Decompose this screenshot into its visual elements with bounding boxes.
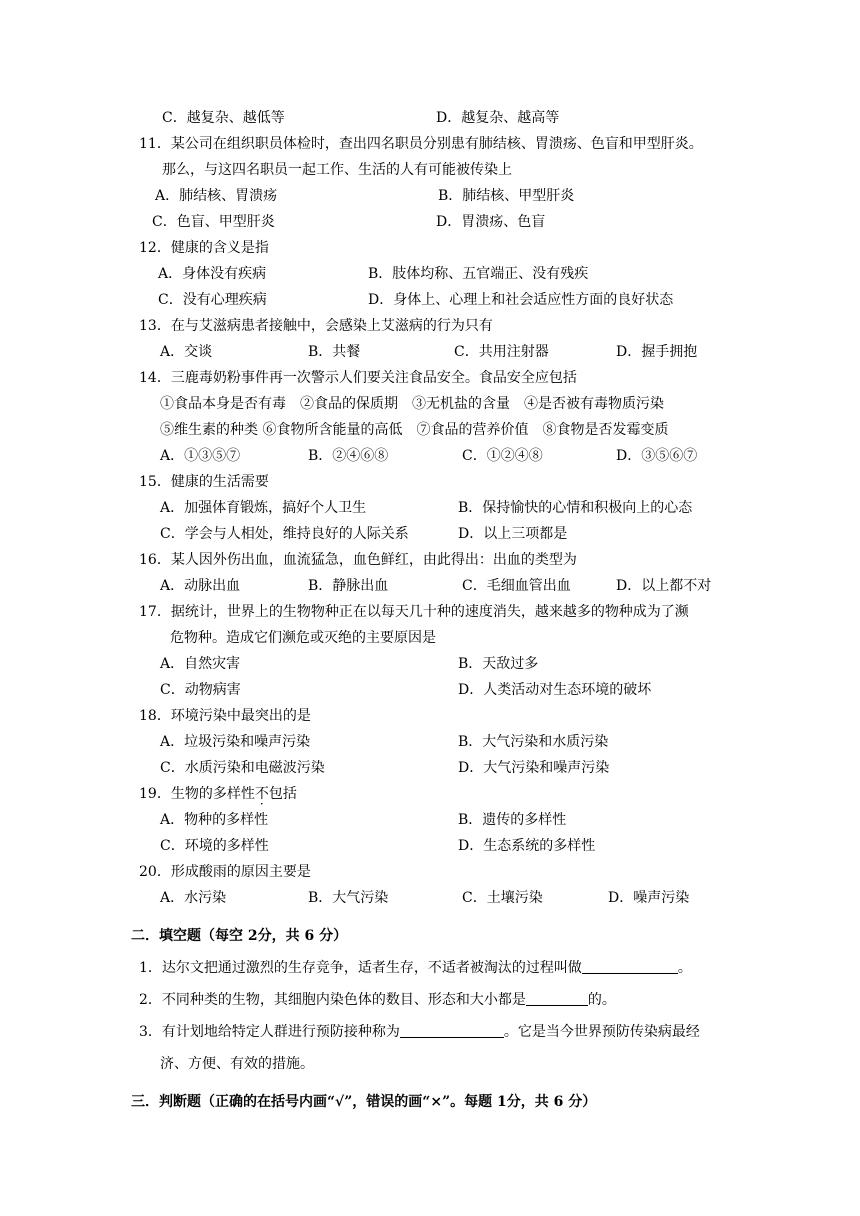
- fill-blank-1-text: 1．达尔文把通过激烈的生存竞争，适者生存，不适者被淘汰的过程叫做: [139, 960, 582, 976]
- q18-option-d: D．大气污染和噪声污染: [458, 760, 610, 776]
- q11-option-c: C．色盲、甲型肝炎: [152, 214, 275, 230]
- q20-option-d: D．噪声污染: [608, 890, 690, 906]
- q16-option-a: A．动脉出血: [160, 578, 241, 594]
- fill-blank-3-text: 3．有计划地给特定人群进行预防接种称为: [139, 1024, 400, 1040]
- q17-option-d: D．人类活动对生态环境的破坏: [458, 682, 652, 698]
- fill-blank-1-end: 。: [677, 960, 692, 976]
- fill-blank-2-text: 2．不同种类的生物，其细胞内染色体的数目、形态和大小都是: [139, 992, 526, 1008]
- q11-option-b: B．肺结核、甲型肝炎: [438, 188, 575, 204]
- q11-stem-cont: 那么，与这四名职员一起工作、生活的人有可能被传染上: [162, 162, 512, 178]
- q17-option-a: A．自然灾害: [160, 656, 241, 672]
- q13-option-b: B．共餐: [308, 344, 361, 360]
- q13-option-c: C．共用注射器: [454, 344, 549, 360]
- q14-option-d: D．③⑤⑥⑦: [616, 448, 698, 464]
- q13-stem: 13．在与艾滋病患者接触中，会感染上艾滋病的行为只有: [139, 318, 493, 334]
- q15-option-d: D．以上三项都是: [458, 526, 568, 542]
- q19-option-d: D．生态系统的多样性: [458, 838, 596, 854]
- fill-blank-3-answer[interactable]: [400, 1023, 504, 1038]
- q15-option-a: A．加强体育锻炼，搞好个人卫生: [160, 500, 367, 516]
- q14-option-c: C．①②④⑧: [462, 448, 543, 464]
- q10-option-c: C．越复杂、越低等: [162, 110, 285, 126]
- q18-stem: 18．环境污染中最突出的是: [139, 708, 311, 724]
- q16-option-b: B．静脉出血: [308, 578, 389, 594]
- q14-option-b: B．②④⑥⑧: [308, 448, 389, 464]
- fill-blank-1: [139, 959, 692, 977]
- q15-option-b: B．保持愉快的心情和积极向上的心态: [458, 500, 693, 516]
- q11-option-a: A．肺结核、胃溃疡: [155, 188, 278, 204]
- q19-stem: [139, 785, 297, 803]
- q20-option-b: B．大气污染: [308, 890, 389, 906]
- q13-option-a: A．交谈: [160, 344, 213, 360]
- q11-stem: 11．某公司在组织职员体检时，查出四名职员分别患有肺结核、胃溃疡、色盲和甲型肝炎。: [139, 136, 703, 152]
- q12-option-b: B．肢体均称、五官端正、没有残疾: [368, 266, 589, 282]
- q11-option-d: D．胃溃疡、色盲: [436, 214, 546, 230]
- q19-stem-post: 包括: [268, 786, 297, 802]
- q14-stem: 14．三鹿毒奶粉事件再一次警示人们要关注食品安全。食品安全应包括: [139, 370, 577, 386]
- fill-blank-2-end: 的。: [587, 992, 616, 1008]
- q17-option-c: C．动物病害: [160, 682, 241, 698]
- q20-option-c: C．土壤污染: [462, 890, 543, 906]
- section-2-title: 二．填空题（每空 2分，共 6 分）: [131, 928, 348, 944]
- q17-option-b: B．天敌过多: [458, 656, 539, 672]
- q16-stem: 16．某人因外伤出血，血流猛急，血色鲜红，由此得出：出血的类型为: [139, 552, 577, 568]
- q14-option-a: A．①③⑤⑦: [160, 448, 241, 464]
- section-3-title: 三．判断题（正确的在括号内画“√”，错误的画“×”。每题 1分，共 6 分）: [131, 1094, 597, 1110]
- q17-stem: 17．据统计，世界上的生物物种正在以每天几十种的速度消失，越来越多的物种成为了濒: [139, 604, 689, 620]
- q19-option-c: C．环境的多样性: [160, 838, 269, 854]
- q12-option-a: A．身体没有疾病: [158, 266, 267, 282]
- q13-option-d: D．握手拥抱: [616, 344, 698, 360]
- q17-stem-cont: 危物种。造成它们濒危或灭绝的主要原因是: [170, 630, 436, 646]
- q12-option-c: C．没有心理疾病: [158, 292, 267, 308]
- fill-blank-2-answer[interactable]: [526, 991, 588, 1006]
- q19-option-a: A．物种的多样性: [160, 812, 269, 828]
- q15-stem: 15．健康的生活需要: [139, 474, 269, 490]
- fill-blank-3: [139, 1023, 700, 1041]
- fill-blank-2: [139, 991, 616, 1009]
- q12-option-d: D．身体上、心理上和社会适应性方面的良好状态: [368, 292, 674, 308]
- q20-stem: 20．形成酸雨的原因主要是: [139, 864, 311, 880]
- q19-stem-emphasis: 不: [254, 786, 269, 802]
- fill-blank-3-cont: 济、方便、有效的措施。: [160, 1056, 314, 1072]
- q18-option-a: A．垃圾污染和噪声污染: [160, 734, 311, 750]
- q14-items-1: ①食品本身是否有毒 ②食品的保质期 ③无机盐的含量 ④是否被有毒物质污染: [160, 396, 664, 412]
- q14-items-2: ⑤维生素的种类 ⑥食物所含能量的高低 ⑦食品的营养价值 ⑧食物是否发霉变质: [160, 422, 669, 438]
- q16-option-d: D．以上都不对: [616, 578, 712, 594]
- q12-stem: 12．健康的含义是指: [139, 240, 269, 256]
- q19-stem-pre: 19．生物的多样性: [139, 786, 255, 802]
- q18-option-c: C．水质污染和电磁波污染: [160, 760, 325, 776]
- q10-option-d: D．越复杂、越高等: [436, 110, 560, 126]
- fill-blank-1-answer[interactable]: [582, 959, 678, 974]
- q19-option-b: B．遗传的多样性: [458, 812, 567, 828]
- q20-option-a: A．水污染: [160, 890, 227, 906]
- q15-option-c: C．学会与人相处，维持良好的人际关系: [160, 526, 409, 542]
- q18-option-b: B．大气污染和水质污染: [458, 734, 609, 750]
- fill-blank-3-end: 。它是当今世界预防传染病最经: [503, 1024, 700, 1040]
- q16-option-c: C．毛细血管出血: [462, 578, 571, 594]
